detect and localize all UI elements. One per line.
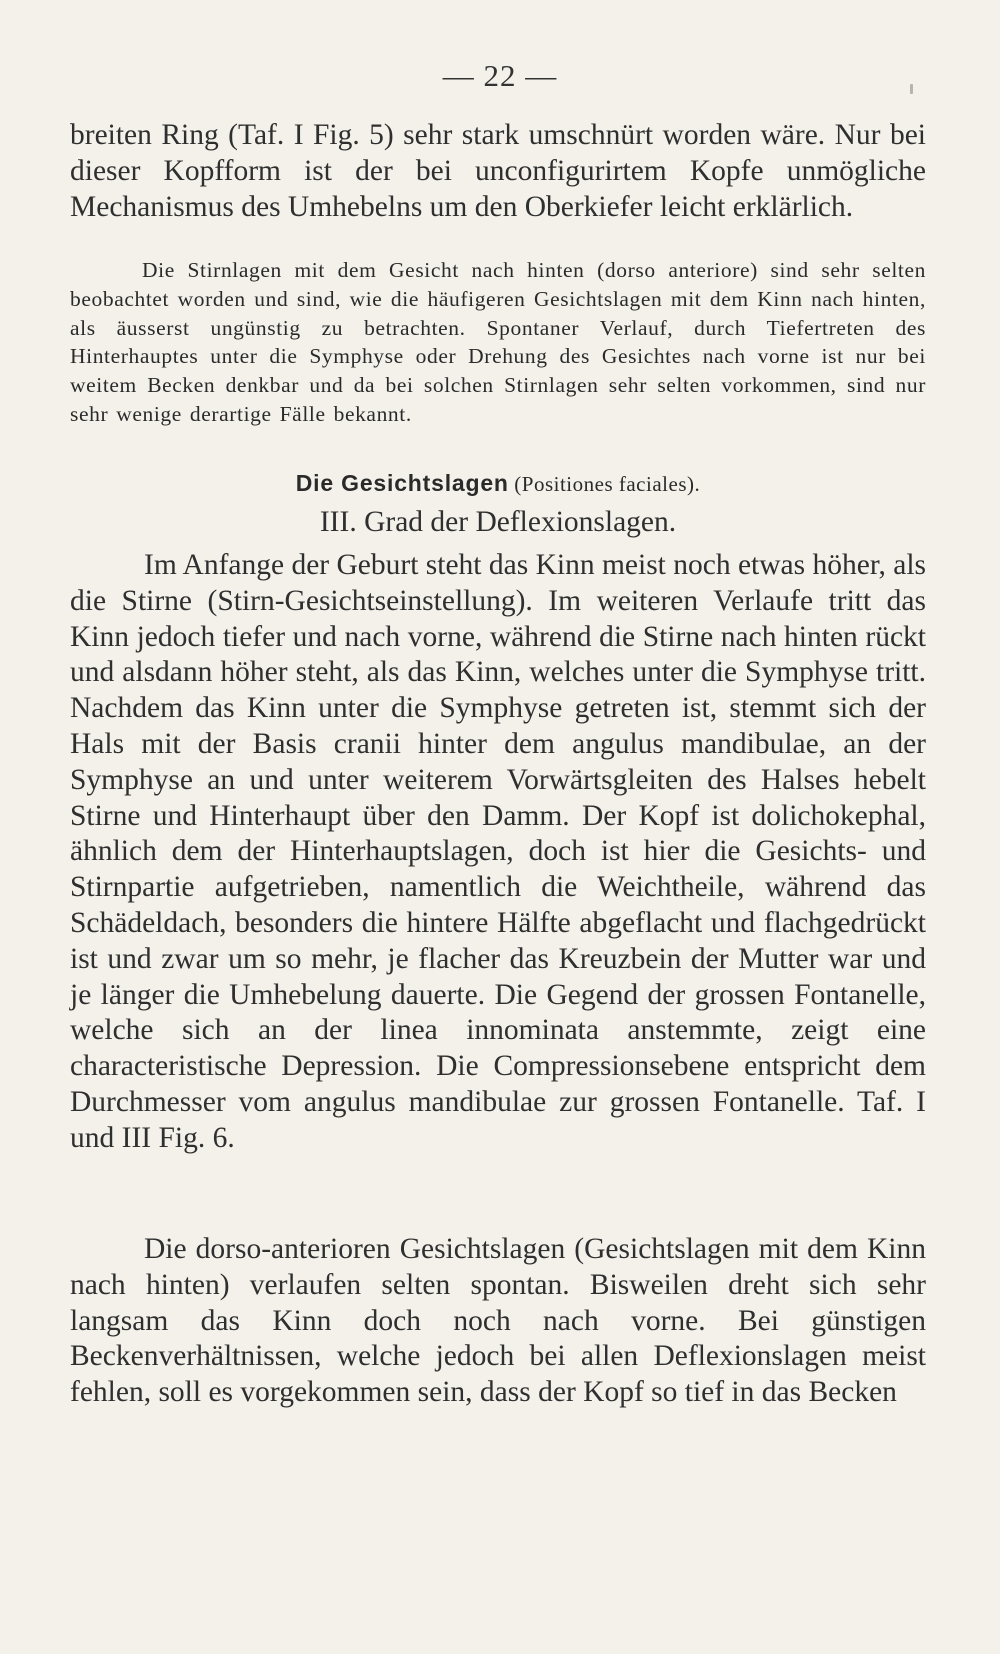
section-heading-title: Die Gesichtslagen [295, 470, 509, 496]
paragraph-continued [70, 118, 926, 225]
main-paragraph-block [70, 548, 926, 1157]
section-heading-block [70, 468, 926, 499]
paragraph-2: Im Anfange der Geburt steht das Kinn meist noch etwas höher, als die Stirne (Stirn-Gesichtseinstellung). Im weiteren Verlaufe tritt das Kinn jedoch tiefer und nach vorne, während die Stirne nach hinten rückt und alsdann höher steht, als das Kinn, welches unter die Symphyse tritt. Nachdem das Kinn unter die Symphyse getreten ist, stemmt sich der Hals mit der Basis cranii hinter dem angulus mandibulae, an der Symphyse an und unter weiterem Vorwärtsgleiten des Halses hebelt Stirne und Hinterhaupt über den Damm. Der Kopf ist dolichokephal, ähnlich dem der Hinterhauptslagen, doch ist hier die Gesichts- und Stirnpartie aufgetrieben, namentlich die Weichtheile, während das Schädeldach, besonders die hintere Hälfte abgeflacht und flachgedrückt ist und zwar um so mehr, je flacher das Kreuzbein der Mutter war und je länger die Umhebelung dauerte. Die Gegend der grossen Fontanelle, welche sich an der linea innominata anstemmte, zeigt eine characteristische Depression. Die Compressionsebene entspricht dem Durchmesser vom angulus mandibulae zur grossen Fontanelle. Taf. I und III Fig. 6. [70, 549, 927, 1154]
grade-heading: III. Grad der Deflexionslagen. [319, 506, 677, 538]
paper-speck [910, 84, 913, 94]
section-heading-latin: (Positiones faciales). [514, 472, 701, 496]
grade-heading-block [70, 504, 926, 540]
paragraph-1: breiten Ring (Taf. I Fig. 5) sehr stark umschnürt worden wäre. Nur bei dieser Kopfform ist der bei unconfigurirtem Kopfe unmögliche Mechanismus des Umhebelns um den Oberkiefer leicht erklärlich. [70, 119, 926, 223]
small-print-paragraph: Die Stirnlagen mit dem Gesicht nach hinten (dorso anteriore) sind sehr selten beobachtet worden und sind, wie die häufigeren Gesichtslagen mit dem Kinn nach hinten, als äusserst ungünstig zu betrachten. Spontaner Verlauf, durch Tiefertreten des Hinterhauptes unter die Symphyse oder Drehung des Gesichtes nach vorne ist nur bei weitem Becken denkbar und da bei solchen Stirnlagen sehr selten vorkommen, sind nur sehr wenige derartige Fälle bekannt. [70, 258, 926, 426]
section-heading [70, 468, 926, 499]
page-number: — 22 — [442, 58, 558, 93]
paragraph-3: Die dorso-anterioren Gesichtslagen (Gesichtslagen mit dem Kinn nach hinten) verlaufen selten spontan. Bisweilen dreht sich sehr langsam das Kinn doch noch nach vorne. Bei günstigen Beckenverhältnissen, welche jedoch bei allen Deflexionslagen meist fehlen, soll es vorgekommen sein, dass der Kopf so tief in das Becken [70, 1233, 926, 1409]
small-print-block [70, 256, 926, 429]
final-paragraph-block [70, 1232, 926, 1411]
